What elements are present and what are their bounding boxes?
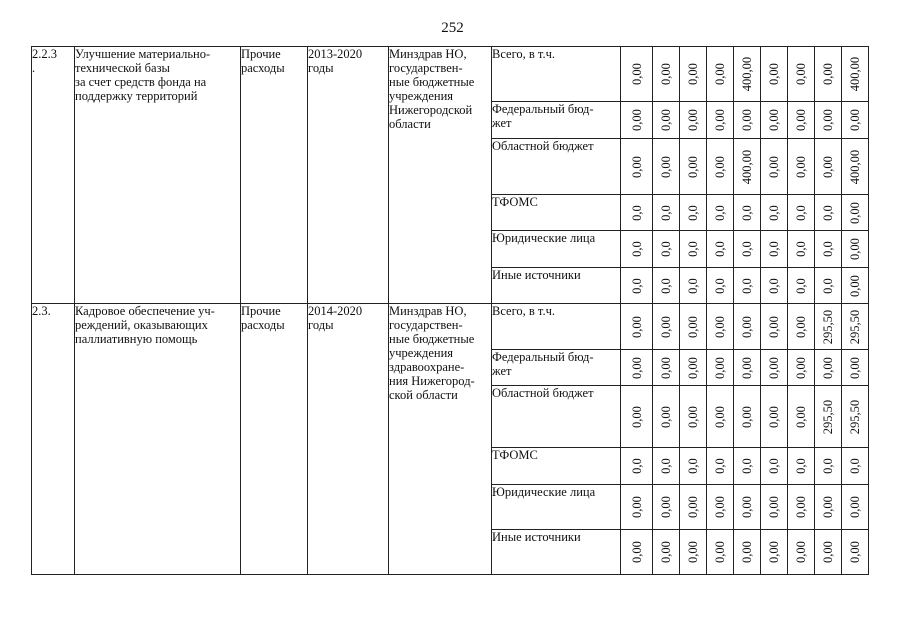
- amount-value: 0,00: [713, 155, 727, 178]
- amount-cell: [815, 102, 842, 139]
- amount-cell: [734, 47, 761, 102]
- amount-cell: [707, 47, 734, 102]
- amount-value: 0,00: [821, 109, 835, 131]
- amount-cell: [761, 530, 788, 575]
- amount-cell: [734, 231, 761, 268]
- amount-value: 0,00: [629, 496, 644, 518]
- amount-cell: [680, 485, 707, 530]
- amount-value: 400,00: [740, 56, 754, 92]
- executor: Минздрав НО, государствен- ные бюджетные учреждения Нижегородской области: [389, 47, 492, 304]
- amount-value: 0,00: [794, 405, 808, 428]
- amount-value: 0,00: [686, 109, 700, 131]
- amount-cell: [761, 139, 788, 195]
- amount-value: 0,00: [767, 541, 781, 563]
- amount-cell: [815, 304, 842, 350]
- amount-cell: [761, 195, 788, 231]
- amount-value: 0,00: [659, 63, 673, 85]
- amount-cell: [788, 231, 815, 268]
- amount-cell: [842, 448, 869, 485]
- amount-value: 0,00: [794, 496, 808, 518]
- amount-cell: [842, 139, 869, 195]
- amount-value: 0,00: [848, 356, 862, 379]
- amount-value: 0,0: [659, 241, 673, 257]
- amount-cell: [621, 102, 653, 139]
- funding-source-label: ТФОМС: [492, 195, 621, 231]
- page-number: 252: [441, 20, 464, 36]
- expense-type: Прочие расходы: [241, 304, 308, 575]
- amount-cell: [815, 195, 842, 231]
- amount-cell: [815, 485, 842, 530]
- amount-value: 0,00: [659, 315, 673, 338]
- amount-cell: [761, 485, 788, 530]
- amount-cell: [653, 530, 680, 575]
- amount-value: 0,0: [794, 241, 808, 257]
- amount-value: 0,00: [713, 405, 727, 428]
- amount-value: 0,00: [629, 541, 644, 563]
- amount-value: 0,00: [629, 155, 644, 178]
- amount-value: 0,00: [794, 315, 808, 338]
- period: 2013-2020 годы: [308, 47, 389, 304]
- amount-cell: [621, 139, 653, 195]
- amount-cell: [842, 304, 869, 350]
- amount-value: 0,00: [794, 63, 808, 85]
- funding-source-label: ТФОМС: [492, 448, 621, 485]
- amount-cell: [788, 386, 815, 448]
- amount-cell: [815, 47, 842, 102]
- amount-cell: [761, 47, 788, 102]
- amount-cell: [653, 485, 680, 530]
- amount-value: 0,00: [767, 63, 781, 85]
- amount-cell: [653, 350, 680, 386]
- amount-value: 0,00: [659, 109, 673, 131]
- amount-cell: [842, 485, 869, 530]
- amount-cell: [761, 304, 788, 350]
- amount-cell: [680, 448, 707, 485]
- amount-value: 0,00: [629, 315, 644, 338]
- amount-cell: [734, 304, 761, 350]
- amount-value: 0,00: [767, 315, 781, 338]
- amount-cell: [788, 139, 815, 195]
- amount-value: 0,00: [767, 356, 781, 379]
- amount-value: 0,00: [659, 356, 673, 379]
- amount-cell: [788, 448, 815, 485]
- amount-value: 0,0: [659, 204, 673, 221]
- table-row: [32, 47, 869, 102]
- funding-source-label: Юридические лица: [492, 485, 621, 530]
- amount-value: 0,00: [767, 155, 781, 178]
- amount-value: 0,00: [848, 201, 862, 224]
- amount-value: 0,0: [794, 204, 808, 221]
- amount-cell: [680, 304, 707, 350]
- amount-cell: [842, 102, 869, 139]
- amount-value: 0,0: [821, 241, 835, 257]
- amount-cell: [815, 350, 842, 386]
- amount-value: 0,0: [821, 458, 835, 474]
- amount-value: 0,0: [794, 458, 808, 474]
- amount-value: 0,00: [629, 109, 644, 131]
- amount-value: 0,00: [659, 155, 673, 178]
- amount-value: 0,00: [794, 109, 808, 131]
- amount-cell: [653, 139, 680, 195]
- amount-cell: [761, 350, 788, 386]
- amount-cell: [788, 195, 815, 231]
- amount-cell: [653, 47, 680, 102]
- amount-cell: [734, 530, 761, 575]
- amount-value: 0,00: [848, 541, 862, 563]
- amount-value: 0,00: [686, 405, 700, 428]
- amount-value: 0,0: [686, 241, 700, 257]
- amount-value: 0,00: [821, 155, 835, 178]
- amount-value: 0,0: [740, 241, 754, 257]
- amount-cell: [761, 231, 788, 268]
- amount-cell: [621, 195, 653, 231]
- amount-value: 0,00: [713, 63, 727, 85]
- amount-cell: [788, 304, 815, 350]
- amount-cell: [653, 448, 680, 485]
- amount-cell: [734, 386, 761, 448]
- amount-value: 0,0: [629, 458, 644, 474]
- funding-source-label: Иные источники: [492, 530, 621, 575]
- amount-value: 0,00: [848, 274, 862, 297]
- row-name: Кадровое обеспечение уч- реждений, оказывающих паллиативную помощь: [75, 304, 241, 575]
- amount-cell: [734, 485, 761, 530]
- amount-value: 0,00: [629, 405, 644, 428]
- amount-value: 400,00: [740, 149, 754, 184]
- amount-value: 0,00: [713, 315, 727, 338]
- amount-cell: [621, 386, 653, 448]
- amount-cell: [707, 530, 734, 575]
- amount-cell: [734, 195, 761, 231]
- amount-cell: [680, 47, 707, 102]
- amount-cell: [621, 485, 653, 530]
- amount-value: 0,00: [794, 541, 808, 563]
- amount-cell: [707, 448, 734, 485]
- budget-table-body: [32, 47, 869, 575]
- amount-cell: [734, 448, 761, 485]
- funding-source-label: Федеральный бюд- жет: [492, 102, 621, 139]
- amount-cell: [734, 350, 761, 386]
- amount-cell: [788, 350, 815, 386]
- amount-value: 0,00: [686, 496, 700, 518]
- amount-cell: [788, 530, 815, 575]
- amount-cell: [788, 268, 815, 304]
- amount-cell: [621, 231, 653, 268]
- amount-cell: [653, 231, 680, 268]
- funding-source-label: Всего, в т.ч.: [492, 304, 621, 350]
- amount-cell: [761, 448, 788, 485]
- amount-cell: [680, 530, 707, 575]
- amount-cell: [761, 386, 788, 448]
- amount-value: 295,50: [848, 399, 862, 434]
- amount-cell: [653, 386, 680, 448]
- amount-cell: [707, 304, 734, 350]
- amount-cell: [815, 448, 842, 485]
- amount-cell: [707, 386, 734, 448]
- amount-value: 0,00: [713, 109, 727, 131]
- amount-value: 0,0: [740, 458, 754, 474]
- amount-value: 295,50: [821, 309, 835, 344]
- amount-cell: [842, 195, 869, 231]
- table-row: [32, 304, 869, 350]
- amount-cell: [707, 195, 734, 231]
- amount-cell: [815, 530, 842, 575]
- amount-value: 0,0: [767, 277, 781, 294]
- amount-value: 0,00: [713, 496, 727, 518]
- amount-cell: [815, 231, 842, 268]
- amount-cell: [734, 268, 761, 304]
- amount-cell: [842, 530, 869, 575]
- amount-value: 400,00: [848, 149, 862, 184]
- amount-value: 0,00: [740, 315, 754, 338]
- row-code: 2.3.: [32, 304, 75, 575]
- amount-cell: [621, 47, 653, 102]
- amount-value: 0,0: [713, 458, 727, 474]
- amount-cell: [842, 231, 869, 268]
- amount-value: 0,00: [794, 356, 808, 379]
- amount-value: 0,00: [794, 155, 808, 178]
- amount-cell: [815, 386, 842, 448]
- amount-cell: [707, 231, 734, 268]
- amount-value: 0,00: [629, 356, 644, 379]
- amount-value: 0,00: [767, 496, 781, 518]
- amount-cell: [680, 231, 707, 268]
- amount-value: 0,0: [629, 204, 644, 221]
- executor: Минздрав НО, государствен- ные бюджетные учреждения здравоохране- ния Нижегород- ской области: [389, 304, 492, 575]
- amount-cell: [653, 195, 680, 231]
- expense-type: Прочие расходы: [241, 47, 308, 304]
- amount-value: 0,00: [686, 541, 700, 563]
- amount-value: 0,00: [686, 155, 700, 178]
- amount-cell: [707, 102, 734, 139]
- row-name: Улучшение материально- технической базы за счет средств фонда на поддержку территорий: [75, 47, 241, 304]
- amount-cell: [621, 304, 653, 350]
- amount-value: 0,00: [659, 496, 673, 518]
- amount-value: 0,0: [767, 458, 781, 474]
- amount-cell: [680, 350, 707, 386]
- amount-cell: [621, 350, 653, 386]
- amount-cell: [734, 102, 761, 139]
- amount-value: 0,00: [659, 405, 673, 428]
- amount-cell: [842, 268, 869, 304]
- amount-value: 0,00: [740, 109, 754, 131]
- amount-value: 0,0: [713, 204, 727, 221]
- amount-cell: [707, 268, 734, 304]
- amount-cell: [653, 268, 680, 304]
- amount-value: 295,50: [821, 399, 835, 434]
- amount-value: 0,00: [686, 356, 700, 379]
- amount-value: 0,00: [848, 109, 862, 131]
- amount-cell: [707, 139, 734, 195]
- amount-cell: [788, 102, 815, 139]
- amount-value: 0,0: [713, 277, 727, 294]
- amount-cell: [734, 139, 761, 195]
- amount-cell: [815, 268, 842, 304]
- amount-value: 0,0: [629, 277, 644, 294]
- amount-value: 0,00: [686, 315, 700, 338]
- amount-value: 0,0: [767, 204, 781, 221]
- amount-cell: [788, 47, 815, 102]
- amount-value: 0,00: [821, 541, 835, 563]
- amount-cell: [680, 386, 707, 448]
- amount-value: 0,0: [740, 277, 754, 294]
- amount-value: 0,00: [740, 541, 754, 563]
- amount-value: 0,00: [848, 496, 862, 518]
- funding-source-label: Областной бюджет: [492, 386, 621, 448]
- amount-cell: [842, 350, 869, 386]
- amount-value: 0,0: [767, 241, 781, 257]
- amount-cell: [680, 102, 707, 139]
- funding-source-label: Федеральный бюд- жет: [492, 350, 621, 386]
- amount-value: 0,0: [659, 458, 673, 474]
- funding-source-label: Иные источники: [492, 268, 621, 304]
- amount-value: 0,0: [686, 204, 700, 221]
- amount-cell: [680, 139, 707, 195]
- amount-value: 0,0: [686, 277, 700, 294]
- amount-value: 0,00: [767, 405, 781, 428]
- amount-value: 0,00: [686, 63, 700, 85]
- amount-value: 0,0: [821, 204, 835, 221]
- amount-value: 0,0: [686, 458, 700, 474]
- amount-value: 0,00: [713, 541, 727, 563]
- funding-source-label: Юридические лица: [492, 231, 621, 268]
- amount-cell: [707, 485, 734, 530]
- amount-cell: [761, 102, 788, 139]
- amount-value: 0,0: [821, 277, 835, 294]
- amount-cell: [761, 268, 788, 304]
- amount-cell: [621, 530, 653, 575]
- amount-value: 0,0: [629, 241, 644, 257]
- amount-cell: [788, 485, 815, 530]
- period: 2014-2020 годы: [308, 304, 389, 575]
- funding-source-label: Областной бюджет: [492, 139, 621, 195]
- amount-value: 0,00: [767, 109, 781, 131]
- amount-value: 0,00: [659, 541, 673, 563]
- amount-value: 295,50: [848, 309, 862, 344]
- amount-value: 0,0: [659, 277, 673, 294]
- amount-cell: [653, 102, 680, 139]
- amount-cell: [621, 448, 653, 485]
- budget-table: [31, 46, 869, 575]
- amount-value: 0,00: [713, 356, 727, 379]
- amount-value: 0,00: [740, 356, 754, 379]
- amount-cell: [653, 304, 680, 350]
- amount-cell: [842, 386, 869, 448]
- amount-cell: [815, 139, 842, 195]
- amount-value: 0,00: [740, 496, 754, 518]
- amount-value: 0,0: [713, 241, 727, 257]
- amount-value: 0,0: [740, 204, 754, 221]
- amount-value: 0,00: [821, 496, 835, 518]
- row-code: 2.2.3 .: [32, 47, 75, 304]
- amount-value: 0,00: [740, 405, 754, 428]
- amount-cell: [680, 268, 707, 304]
- amount-value: 0,00: [848, 238, 862, 260]
- amount-cell: [680, 195, 707, 231]
- amount-cell: [707, 350, 734, 386]
- amount-value: 0,0: [794, 277, 808, 294]
- amount-value: 0,0: [848, 458, 862, 474]
- amount-value: 0,00: [629, 63, 644, 85]
- amount-value: 0,00: [821, 63, 835, 85]
- amount-cell: [842, 47, 869, 102]
- amount-value: 0,00: [821, 356, 835, 379]
- funding-source-label: Всего, в т.ч.: [492, 47, 621, 102]
- amount-cell: [621, 268, 653, 304]
- amount-value: 400,00: [848, 56, 862, 92]
